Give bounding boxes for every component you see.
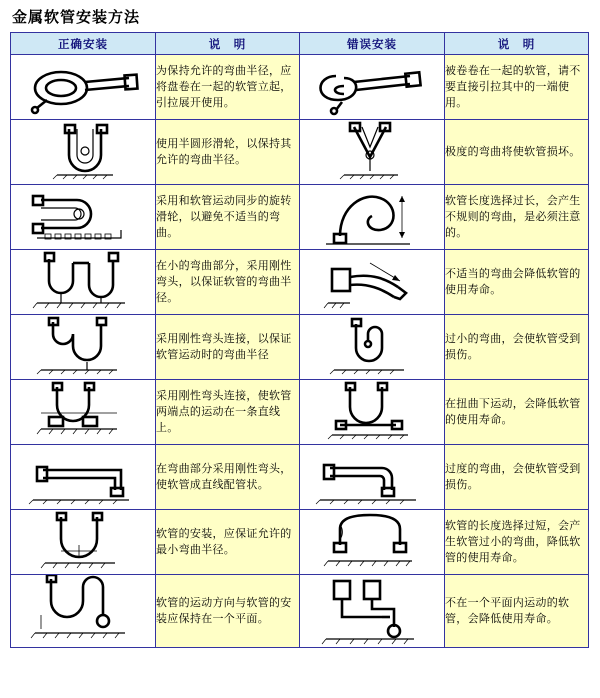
wrong-desc-text: 软管长度选择过长，会产生不规则的弯曲，是必须注意的。 [445,185,589,250]
hose-sharp-bend-pulley-icon [300,120,445,185]
hose-installation-table [10,32,589,648]
out-of-plane-motion-icon [300,575,445,648]
correct-desc-text: 在小的弯曲部分，采用刚性弯头，以保证软管的弯曲半径。 [156,250,300,315]
wrong-desc-text: 不适当的弯曲会降低软管的使用寿命。 [445,250,589,315]
header-wrong-install: 错误安装 [300,33,445,55]
table-row [11,315,589,380]
correct-desc-text: 在弯曲部分采用刚性弯头，使软管成直线配管状。 [156,445,300,510]
correct-desc-text: 软管的运动方向与软管的安装应保持在一个平面。 [156,575,300,648]
correct-desc-text: 采用和软管运动同步的旋转滑轮，以避免不适当的弯曲。 [156,185,300,250]
wrong-desc-text: 不在一个平面内运动的软管，会降低使用寿命。 [445,575,589,648]
torsion-u-bend-icon [300,380,445,445]
rigid-elbow-u-loop-icon [11,315,156,380]
correct-desc-text: 使用半圆形滑轮，以保持其允许的弯曲半径。 [156,120,300,185]
header-correct-install: 正确安装 [11,33,156,55]
header-correct-desc: 说 明 [156,33,300,55]
improper-bend-arrow-icon [300,250,445,315]
wrong-desc-text: 过度的弯曲，会使软管受到损伤。 [445,445,589,510]
table-header-row [11,33,589,55]
wrong-desc-text: 被卷卷在一起的软管，请不要直接引拉其中的一端使用。 [445,55,589,120]
table-row [11,250,589,315]
table-row [11,575,589,648]
rigid-elbow-small-bend-icon [11,250,156,315]
coiled-hose-pulled-icon [300,55,445,120]
table-row [11,120,589,185]
same-plane-motion-icon [11,575,156,648]
straight-pipe-with-elbow-icon [11,445,156,510]
correct-desc-text: 采用刚性弯头连接，以保证软管运动时的弯曲半径 [156,315,300,380]
table-row [11,55,589,120]
correct-desc-text: 为保持允许的弯曲半径，应将盘卷在一起的软管立起，引拉展开使用。 [156,55,300,120]
table-row [11,445,589,510]
table-row [11,510,589,575]
page-title: 金属软管安装方法 [12,8,141,26]
rigid-elbow-straight-line-motion-icon [11,380,156,445]
table-row [11,380,589,445]
over-bend-elbow-icon [300,445,445,510]
too-long-small-bend-icon [300,510,445,575]
hose-too-long-irregular-bend-icon [300,185,445,250]
wrong-desc-text: 软管的长度选择过短，会产生软管过小的弯曲，降低软管的使用寿命。 [445,510,589,575]
hose-with-half-pulley-icon [11,120,156,185]
min-bend-radius-u-icon [11,510,156,575]
header-wrong-desc: 说 明 [445,33,589,55]
too-small-bend-u-icon [300,315,445,380]
wrong-desc-text: 在扭曲下运动，会降低软管的使用寿命。 [445,380,589,445]
wrong-desc-text: 极度的弯曲将使软管损坏。 [445,120,589,185]
coiled-hose-flat-icon [11,55,156,120]
table-row [11,185,589,250]
hose-with-chain-rotating-pulley-icon [11,185,156,250]
correct-desc-text: 采用刚性弯头连接，使软管两端点的运动在一条直线上。 [156,380,300,445]
wrong-desc-text: 过小的弯曲，会使软管受到损伤。 [445,315,589,380]
correct-desc-text: 软管的安装，应保证允许的最小弯曲半径。 [156,510,300,575]
